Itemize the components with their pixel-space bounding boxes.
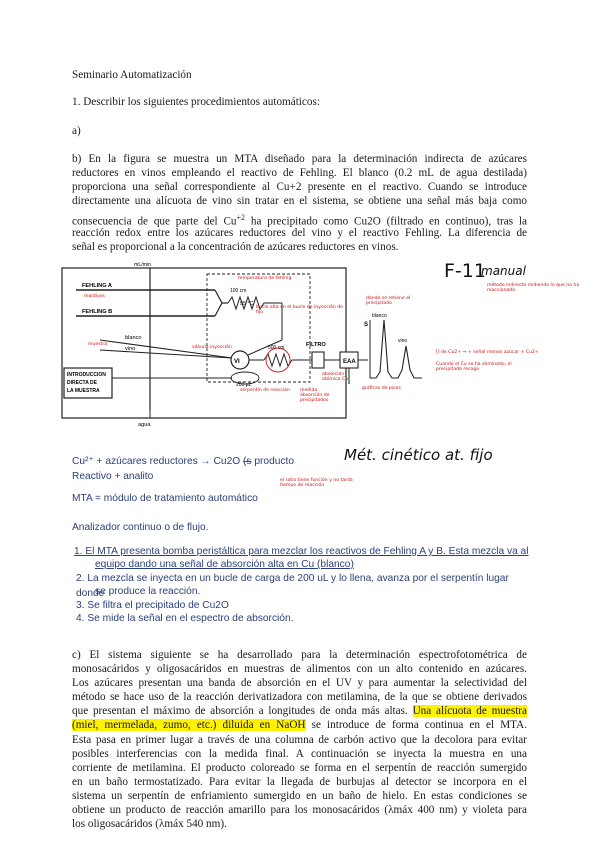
paragraph-line: en un baño termostatizado. Para evitar la llegada de burbujas al detector se incorpora en el — [72, 776, 527, 788]
red-note-muestra: muestra — [88, 342, 108, 347]
blanco-label: blanco — [125, 335, 142, 341]
fehling-b-label: FEHLING B — [82, 309, 113, 315]
red-note-bucle: bucle alta en el bucle de inyección de fijo — [256, 305, 343, 316]
struck-text: (s — [243, 456, 252, 467]
handwritten-metodo: Mét. cinético at. fijo — [344, 446, 493, 464]
merge-arrow — [215, 290, 222, 316]
eaa-label: EAA — [343, 359, 356, 365]
coil2-label: 500 cm — [268, 345, 285, 351]
text-span: se introduce de forma continua en el MTA. — [305, 719, 527, 731]
ml-min-label: mL/min — [134, 262, 152, 268]
struck-text: 1. El MTA presenta bomba peristáltica para mezclar los reactivos de Fehling A y B. Esta mezcla va al — [74, 546, 529, 557]
volume-label: 200 µL — [236, 382, 252, 388]
paragraph-line: monosacáridos y oligosacáridos en muestras de alimentos con un alto contenido en azúcares. — [72, 663, 527, 675]
signal-trace — [370, 320, 422, 378]
valve-label: VI — [234, 359, 240, 365]
signal-s-label: S — [364, 322, 369, 328]
agua-label: agua — [138, 422, 151, 428]
step-2: 2. La mezcla se inyecta en un bucle de carga de 200 uL y lo llena, avanza por el serpentín lugar donde — [76, 573, 509, 599]
coil-500cm — [264, 354, 312, 366]
struck-text: equipo dando una señal de absorción alta en Cu (blanco) — [95, 559, 354, 570]
text-span: ha precipitado como Cu2O (filtrado en continuo), tras la — [245, 215, 527, 228]
blanco-peak-label: blanco — [372, 313, 387, 319]
paragraph-line-hl2 — [72, 718, 527, 733]
paragraph-line: proporciona una señal correspondiente al Cu+2 presente en el reactivo. Cuando se introduce — [72, 181, 527, 193]
paragraph-line: posibles interferencias con la medida final. A continuación se inyecta la muestra en una — [72, 748, 527, 760]
red-note-valvula: válvula inyección — [192, 345, 232, 350]
red-note-bottom: el ratio tiene función y no tarda tiempo de reacción — [280, 478, 353, 489]
red-note-bano: temperatura de fehling — [238, 276, 292, 281]
paragraph-line: c) El sistema siguiente se ha desarrollado para la determinación espectrofotométrica de — [72, 649, 527, 661]
text-span: que presentan el máximo de absorción a longitudes de onda más altas. — [72, 705, 408, 717]
paragraph-line: corriente de metilamina. El producto coloreado se forma en el serpentín de reacción sumergido — [72, 762, 527, 774]
vino-peak-label: vino — [398, 338, 408, 344]
temp-label: 95 °C — [240, 301, 254, 307]
intro-line-3: LA MUESTRA — [67, 388, 100, 394]
paragraph-line: sistema un serpentín de enfriamiento sumergido en un baño de hielo. En estas condiciones se — [72, 790, 527, 802]
red-note-medida: medida absorción de precipitados — [300, 388, 330, 404]
seminar-title: Seminario Automatización — [72, 69, 192, 81]
paragraph-line: directamente una alícuota de vino sin tratar en el sistema, se obtiene una señal más baja como — [72, 195, 527, 207]
paragraph-line: señal es proporcional a la concentración de azúcares reductores en vinos. — [72, 241, 399, 253]
paragraph-line: obtiene un producto de reacción amarillo para los monosacáridos (λmáx 400 nm) y violeta para — [72, 804, 527, 816]
red-note-registro: Cuando el Cu se ha eliminado, el precipitado recoge — [436, 362, 512, 373]
red-note-filtro: donde se retiene el precipitado — [366, 296, 411, 307]
highlight-2: (miel, mermelada, zumo, etc.) diluida en NaOH — [72, 719, 306, 731]
highlight-1: Una alícuota de muestra — [412, 705, 527, 717]
question-1-title: 1. Describir los siguientes procedimientos automáticos: — [72, 96, 320, 108]
coil1-label: 100 cm — [230, 288, 247, 294]
step-3: 3. Se filtra el precipitado de Cu2O — [76, 600, 229, 611]
fehling-a-label: FEHLING A — [82, 283, 112, 289]
paragraph-line-hl1 — [72, 704, 527, 719]
filter-label: FILTRO — [306, 342, 326, 348]
superscript: +2 — [236, 213, 246, 222]
reactivo-line: Reactivo + analito — [72, 471, 154, 482]
red-note-method: método indirecto midiendo lo que no ha reaccionado — [487, 283, 580, 294]
intro-line-2: DIRECTA DE — [67, 380, 97, 386]
filter-box — [312, 352, 324, 368]
step-1-cont — [95, 557, 354, 572]
red-note-senal: [] de Cu2+ → + señal menos azúcar + Cu2+ — [436, 350, 539, 355]
intro-line-1: INTRODUCCION — [67, 372, 106, 378]
step-4: 4. Se mide la señal en el espectro de absorción. — [76, 613, 294, 624]
paragraph-line: b) En la figura se muestra un MTA diseñado para la determinación indirecta de azúcares — [72, 153, 527, 165]
red-note-picos: gráficas de picos — [362, 386, 401, 391]
paragraph-line: reductores en vinos empleando el reactivo de Fehling. El blanco (0.2 mL de agua destilada) — [72, 167, 527, 179]
red-note-reactivos: reactivos — [84, 294, 105, 299]
text-span: producto — [251, 456, 294, 467]
section-a-label: a) — [72, 125, 81, 137]
analizador-line: Analizador continuo o de flujo. — [72, 522, 209, 533]
vino-line — [100, 350, 232, 358]
reaction-line — [72, 454, 294, 469]
red-note-abs: absorción atómica Cu — [322, 372, 349, 383]
handwritten-f11: F-11 — [444, 260, 486, 282]
paragraph-line: método se hace uso de la reacción derivatizadora con metilamina, de la que se obtiene derivados — [72, 691, 527, 703]
mta-definition: MTA = módulo de tratamiento automático — [72, 493, 258, 504]
paragraph-line: los oligosacáridos (λmáx 540 nm). — [72, 818, 227, 830]
paragraph-line: Esta pasa en primer lugar a través de una columna de carbón activo que la decolora para evitar — [72, 734, 527, 746]
red-note-serpentin: serpentín de reacción — [240, 388, 290, 393]
paragraph-line: reacción redox entre los azúcares reductores del vino y el reactivo Fehling. La diferencia de — [72, 227, 527, 239]
text-span: Cu²⁺ + azúcares reductores → Cu2O — [72, 456, 241, 467]
paragraph-line: Los azúcares presentan una banda de absorción en el UV y para aumentar la selectividad del — [72, 677, 527, 689]
handwritten-manual: manual — [481, 264, 526, 278]
thermostat-box — [207, 274, 310, 382]
step-2-cont: se produce la reacción. — [95, 586, 201, 597]
text-span: consecuencia de que parte del Cu — [72, 215, 237, 228]
vino-label: vino — [125, 346, 136, 352]
